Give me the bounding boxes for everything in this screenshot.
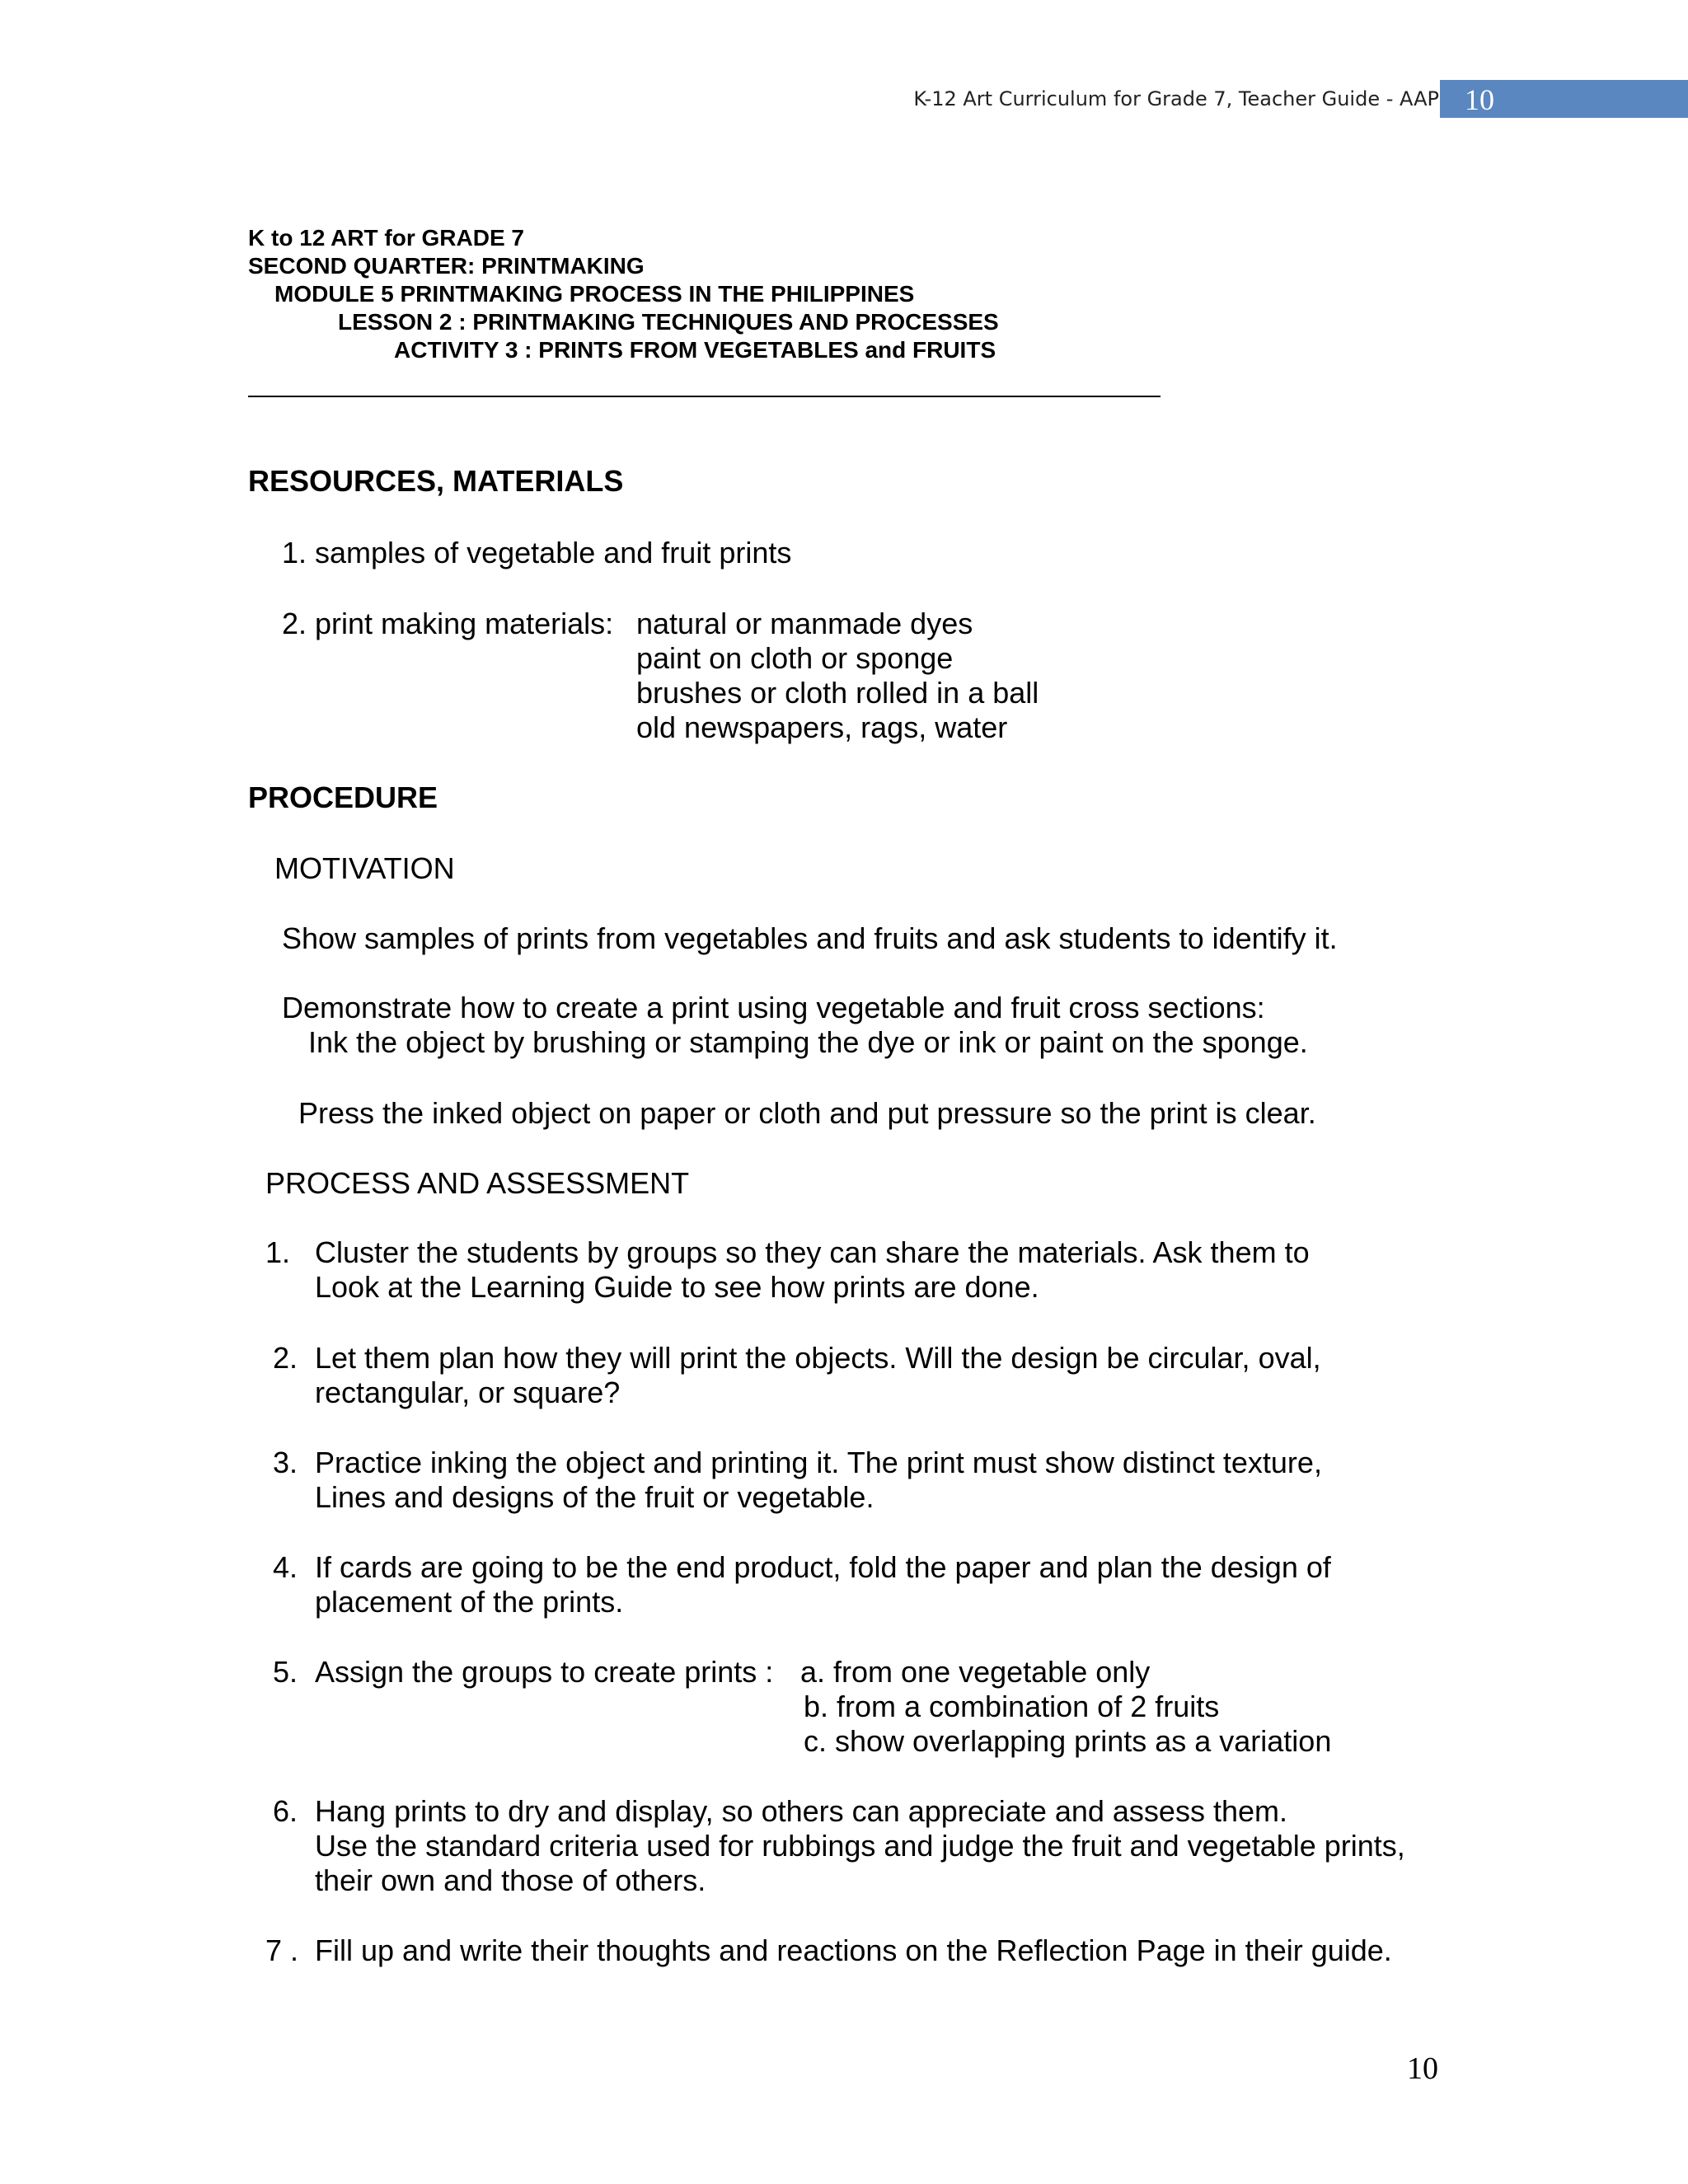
resource-material: natural or manmade dyes (636, 607, 973, 640)
resources-heading: RESOURCES, MATERIALS (248, 464, 624, 498)
step-option: b. from a combination of 2 fruits (804, 1690, 1220, 1723)
activity-title: ACTIVITY 3 : PRINTS FROM VEGETABLES and FRUITS (394, 337, 996, 363)
step-number: 2. (273, 1341, 298, 1375)
step-text: placement of the prints. (315, 1585, 624, 1619)
step-number: 5. (273, 1655, 298, 1689)
step-number: 7 . (265, 1933, 299, 1967)
running-header-title: K-12 Art Curriculum for Grade 7, Teacher Guide - AAP (913, 87, 1439, 110)
step-option: c. show overlapping prints as a variation (804, 1724, 1332, 1758)
module-title: MODULE 5 PRINTMAKING PROCESS IN THE PHILIPPINES (274, 281, 915, 307)
step-text: Let them plan how they will print the objects. Will the design be circular, oval, (315, 1341, 1321, 1375)
motivation-text: Press the inked object on paper or cloth and put pressure so the print is clear. (298, 1096, 1316, 1130)
resource-material: paint on cloth or sponge (636, 641, 954, 675)
step-text: Assign the groups to create prints : (315, 1655, 774, 1689)
step-text: rectangular, or square? (315, 1376, 621, 1409)
motivation-text: Demonstrate how to create a print using vegetable and fruit cross sections: (282, 991, 1265, 1024)
step-text: Lines and designs of the fruit or vegetable. (315, 1480, 874, 1514)
page-number-tab (1440, 80, 1688, 118)
step-number: 1. (265, 1235, 291, 1269)
footer-page-number: 10 (1407, 2051, 1438, 2086)
motivation-text: Ink the object by brushing or stamping the dye or ink or paint on the sponge. (308, 1025, 1308, 1059)
motivation-heading: MOTIVATION (274, 851, 455, 885)
title-divider (248, 396, 1160, 397)
motivation-text: Show samples of prints from vegetables and fruits and ask students to identify it. (282, 921, 1338, 955)
lesson-title: LESSON 2 : PRINTMAKING TECHNIQUES AND PROCESSES (338, 309, 999, 335)
step-number: 4. (273, 1550, 298, 1584)
resource-item-2-label: 2. print making materials: (282, 607, 614, 640)
step-text: Practice inking the object and printing it. The print must show distinct texture, (315, 1446, 1322, 1479)
procedure-heading: PROCEDURE (248, 780, 438, 814)
resource-item-1: 1. samples of vegetable and fruit prints (282, 536, 792, 569)
step-text: their own and those of others. (315, 1863, 706, 1897)
step-number: 3. (273, 1446, 298, 1479)
step-number: 6. (273, 1794, 298, 1828)
step-option: a. from one vegetable only (800, 1655, 1151, 1689)
resource-material: old newspapers, rags, water (636, 710, 1008, 744)
process-heading: PROCESS AND ASSESSMENT (265, 1166, 690, 1200)
step-text: If cards are going to be the end product, fold the paper and plan the design of (315, 1550, 1331, 1584)
resource-material: brushes or cloth rolled in a ball (636, 676, 1039, 710)
step-text: Look at the Learning Guide to see how prints are done. (315, 1270, 1039, 1304)
course-title: K to 12 ART for GRADE 7 (248, 225, 524, 251)
step-text: Use the standard criteria used for rubbings and judge the fruit and vegetable prints, (315, 1829, 1405, 1863)
page-number-tab-label: 10 (1465, 83, 1494, 116)
step-text: Hang prints to dry and display, so others can appreciate and assess them. (315, 1794, 1287, 1828)
quarter-title: SECOND QUARTER: PRINTMAKING (248, 253, 645, 279)
step-text: Fill up and write their thoughts and reactions on the Reflection Page in their guide. (315, 1933, 1392, 1967)
step-text: Cluster the students by groups so they can share the materials. Ask them to (315, 1235, 1310, 1269)
